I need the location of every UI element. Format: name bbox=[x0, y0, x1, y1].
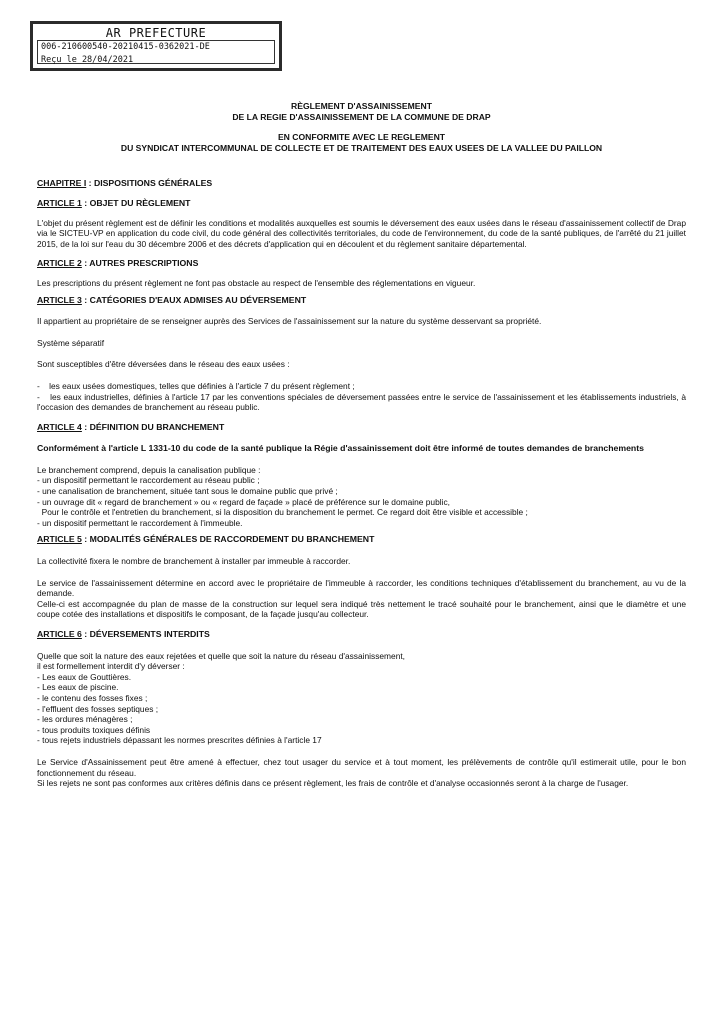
list-item: - le contenu des fosses fixes ; bbox=[37, 692, 148, 703]
article-3-title: : CATÉGORIES D'EAUX ADMISES AU DÉVERSEMENT bbox=[81, 294, 307, 305]
list-item: - Les eaux de piscine. bbox=[37, 682, 119, 693]
doc-title-1: RÈGLEMENT D'ASSAINISSEMENT bbox=[291, 101, 432, 111]
list-item: - les ordures ménagères ; bbox=[37, 714, 133, 725]
stamp-received: Reçu le 28/04/2021 bbox=[41, 55, 134, 65]
stamp-title: AR PREFECTURE bbox=[105, 26, 207, 40]
article-4-bold-text: Conformément à l'article L 1331-10 du code de la santé publique la Régie d'assainissement doit être informé de toutes demandes de branchements bbox=[37, 443, 644, 454]
list-item: - Les eaux de Gouttières. bbox=[37, 671, 132, 682]
list-item: - l'effluent des fosses septiques ; bbox=[37, 703, 159, 714]
article-6-title: : DÉVERSEMENTS INTERDITS bbox=[81, 629, 210, 639]
article-2-text: Les prescriptions du présent règlement ne font pas obstacle au respect de l'ensemble des réglementations en vigueur. bbox=[37, 277, 476, 288]
list-item: - tous rejets industriels dépassant les normes prescrites définies à l'article 17 bbox=[37, 735, 322, 746]
list-item: Pour le contrôle et l'entretien du branchement, si la disposition du branchement le permet. Ce regard doit être visible et accessible ; bbox=[37, 507, 528, 518]
prefecture-stamp bbox=[30, 21, 282, 71]
article-3-text-2: Système séparatif bbox=[37, 337, 105, 348]
article-4-title: : DÉFINITION DU BRANCHEMENT bbox=[81, 421, 225, 432]
article-6-list bbox=[37, 661, 686, 746]
stamp-id: 006-210600540-20210415-0362021-DE bbox=[41, 42, 210, 52]
list-item: - tous produits toxiques définis bbox=[37, 724, 151, 735]
stamp-box bbox=[37, 40, 275, 64]
article-1-text: L'objet du présent règlement est de définir les conditions et modalités auxquelles est soumis le déversement des eaux usées dans le réseau d'assainissement collectif de Drap via le SICTEU-VP en application du code civil, du code général des collectivités territoriales, du code de l'environnement, du code de la santé publiques, de l'arrêté du 21 juillet 2015, de la loi sur l'eau du 30 décembre 2006 et des décrets d'application qui en découlent et du règlement sanitaire départemental. bbox=[37, 217, 686, 249]
list-item: - un dispositif permettant le raccordement au réseau public ; bbox=[37, 475, 260, 486]
article-3-heading bbox=[37, 295, 686, 306]
article-3-bullet-2: - les eaux industrielles, définies à l'article 17 par les conventions spéciales de déversement passées entre le service de l'assainissement et les établissements industriels, à l'occasion des demandes de branchement au réseau public. bbox=[37, 391, 689, 413]
article-3-text-1: Il appartient au propriétaire de se renseigner auprès des Services de l'assainissement sur la nature du système desservant sa propriété. bbox=[37, 316, 542, 327]
article-2-heading bbox=[37, 258, 686, 269]
article-5-title: : MODALITÉS GÉNÉRALES DE RACCORDEMENT DU BRANCHEMENT bbox=[81, 534, 375, 545]
document-body bbox=[37, 101, 689, 789]
list-item: - un dispositif permettant le raccordement à l'immeuble. bbox=[37, 517, 243, 528]
article-6-heading bbox=[37, 629, 686, 640]
article-1-heading bbox=[37, 198, 686, 209]
doc-title-2: DE LA REGIE D'ASSAINISSEMENT DE LA COMMUNE DE DRAP bbox=[232, 111, 491, 122]
chapter-label: CHAPITRE I bbox=[37, 178, 87, 189]
article-1-title: : OBJET DU RÈGLEMENT bbox=[81, 197, 191, 208]
doc-title-3: EN CONFORMITE AVEC LE REGLEMENT bbox=[277, 132, 446, 143]
article-6-text-1: Le Service d'Assainissement peut être amené à effectuer, chez tout usager du service et à tout moment, les prélèvements de contrôle qu'il estimerait utile, pour le bon fonctionnement du réseau. bbox=[37, 756, 686, 778]
article-4-heading bbox=[37, 422, 686, 433]
article-4-list bbox=[37, 475, 686, 528]
article-1-label: ARTICLE 1 bbox=[37, 197, 82, 208]
article-4-intro: Le branchement comprend, depuis la canalisation publique : bbox=[37, 464, 261, 475]
article-3-label: ARTICLE 3 bbox=[37, 294, 82, 305]
article-3-text-3: Sont susceptibles d'être déversées dans le réseau des eaux usées : bbox=[37, 359, 290, 370]
article-5-heading bbox=[37, 534, 686, 545]
chapter-title: : DISPOSITIONS GÉNÉRALES bbox=[86, 178, 213, 189]
article-5-text-1: La collectivité fixera le nombre de branchement à installer par immeuble à raccorder. bbox=[37, 556, 351, 567]
article-6-label: ARTICLE 6 bbox=[37, 629, 82, 639]
article-6-intro-1: Quelle que soit la nature des eaux rejetées et quelle que soit la nature du réseau d'assainissement, bbox=[37, 650, 406, 661]
list-item: - une canalisation de branchement, située tant sous le domaine public que privé ; bbox=[37, 486, 338, 497]
article-5-label: ARTICLE 5 bbox=[37, 534, 82, 545]
chapter-heading bbox=[37, 178, 686, 189]
article-2-label: ARTICLE 2 bbox=[37, 258, 82, 269]
list-item: - un ouvrage dit « regard de branchement » ou « regard de façade » placé de préférence sur le domaine public, bbox=[37, 496, 450, 507]
article-2-title: : AUTRES PRESCRIPTIONS bbox=[81, 258, 199, 269]
doc-title-4: DU SYNDICAT INTERCOMMUNAL DE COLLECTE ET DE TRAITEMENT DES EAUX USEES DE LA VALLEE DU PAILLON bbox=[120, 142, 603, 153]
article-5-text-3: Celle-ci est accompagnée du plan de masse de la construction sur lequel sera indiqué très nettement le tracé souhaité pour le branchement, ainsi que le diamètre et une coupe cotée des installations et dispositifs le composant, de la façade jusqu'au collecteur. bbox=[37, 598, 686, 620]
article-4-label: ARTICLE 4 bbox=[37, 421, 82, 432]
article-5-text-2: Le service de l'assainissement détermine en accord avec le propriétaire de l'immeuble à raccorder, les conditions techniques d'établissement du branchement, au vu de la demande. bbox=[37, 577, 686, 599]
article-6-text-2: Si les rejets ne sont pas conformes aux critères définis dans ce présent règlement, les frais de contrôle et d'analyse occasionnés seront à la charge de l'usager. bbox=[37, 778, 629, 789]
article-3-bullet-1: - les eaux usées domestiques, telles que définies à l'article 7 du présent règlement ; bbox=[37, 380, 355, 391]
article-6-intro-2: il est formellement interdit d'y déverser : bbox=[37, 661, 185, 672]
